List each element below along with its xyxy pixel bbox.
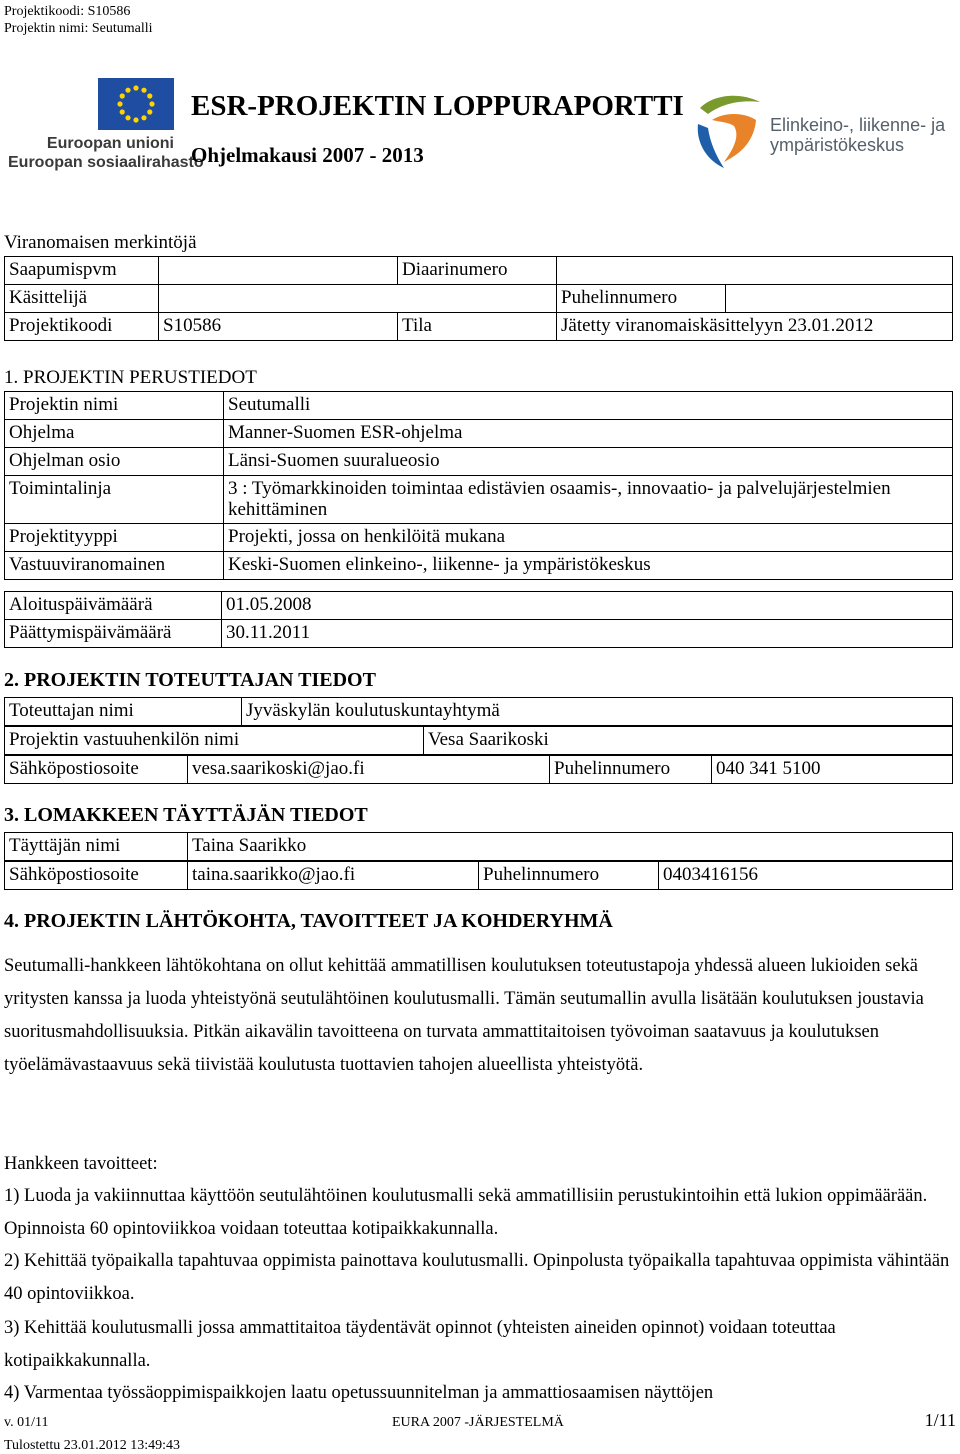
s2-phone-label: Puhelinnumero <box>550 756 712 784</box>
toteuttaja-label: Toteuttajan nimi <box>5 698 242 726</box>
eu-logo-text <box>8 134 204 172</box>
eu-logo-line2: Euroopan sosiaalirahasto <box>8 154 204 171</box>
ely-logo-text <box>770 115 945 155</box>
goal-item: 3) Kehittää koulutusmalli jossa ammattitaitoa täydentävät opinnot (yhteisten aineiden opinnot) voidaan toteuttaa kotipaikkakunnalla. <box>4 1318 836 1371</box>
eu-flag-icon <box>98 78 174 130</box>
s1-label: Vastuuviranomainen <box>5 552 224 580</box>
table-row <box>5 313 953 341</box>
section4-paragraph: Seutumalli-hankkeen lähtökohtana on ollut kehittää ammatillisen koulutuksen toteutustapoja yhdessä alueen lukioiden sekä yritysten kanssa ja luoda yhteistyönä seutulähtöinen koulutusmalli. Tämän seutumallin avulla lisätään koulutuksen joustavia suoritusmahdollisuuksia. Pitkän aikavälin tavoitteena on turvata ammattitaitoisen työvoiman saatavuus ja koulutuksen työelämävastaavuus sekä tiivistää koulutusta tuottavien tahojen alueellista yhteistyötä. <box>4 956 924 1075</box>
projektikoodi-value: S10586 <box>159 313 398 341</box>
s3-phone-label: Puhelinnumero <box>479 862 659 890</box>
ely-logo-line1: Elinkeino-, liikenne- ja <box>770 115 946 135</box>
s1-value: Keski-Suomen elinkeino-, liikenne- ja ympäristökeskus <box>224 552 953 580</box>
kasittelija-value <box>159 285 557 313</box>
saapumispvm-label: Saapumispvm <box>5 257 159 285</box>
puhelinnumero-cell <box>557 285 953 313</box>
authority-heading: Viranomaisen merkintöjä <box>4 232 197 253</box>
s3-phone-value: 0403416156 <box>659 862 953 890</box>
goal-item: 2) Kehittää työpaikalla tapahtuvaa oppimista painottava koulutusmalli. Opinpolusta työpaikalla tapahtuvaa oppimista vähintään 40 opintoviikkoa. <box>4 1251 950 1304</box>
table-row <box>5 833 953 861</box>
s2-email-value: vesa.saarikoski@jao.fi <box>188 756 550 784</box>
s2-phone-value: 040 341 5100 <box>712 756 953 784</box>
start-date-label: Aloituspäivämäärä <box>5 592 222 620</box>
end-date-label: Päättymispäivämäärä <box>5 620 222 648</box>
s3-name-value: Taina Saarikko <box>188 833 953 861</box>
diaarinumero-label: Diaarinumero <box>398 257 557 285</box>
section1-table <box>4 391 953 580</box>
s1-value: Länsi-Suomen suuralueosio <box>224 448 953 476</box>
kasittelija-label: Käsittelijä <box>5 285 159 313</box>
section2-row3 <box>4 755 953 784</box>
table-row <box>5 392 953 420</box>
start-date-value: 01.05.2008 <box>222 592 953 620</box>
section3-row1 <box>4 832 953 861</box>
toteuttaja-value: Jyväskylän koulutuskuntayhtymä <box>242 698 953 726</box>
projektikoodi-label: Projektikoodi <box>5 313 159 341</box>
table-row <box>5 620 953 648</box>
s1-label: Projektin nimi <box>5 392 224 420</box>
s3-email-label: Sähköpostiosoite <box>5 862 188 890</box>
section2-row2 <box>4 726 953 755</box>
goal-item: 1) Luoda ja vakiinnuttaa käyttöön seutulähtöinen koulutusmalli sekä ammatillisiin perustukintoihin että lukion oppimäärään. Opinnoista 60 opintoviikkoa voidaan toteuttaa kotipaikkakunnalla. <box>4 1186 928 1239</box>
footer-printed: Tulostettu 23.01.2012 13:49:43 <box>4 1438 181 1453</box>
table-row <box>5 727 953 755</box>
vastuuhenkilo-value: Vesa Saarikoski <box>424 727 953 755</box>
s2-email-label: Sähköpostiosoite <box>5 756 188 784</box>
header-project-code: Projektikoodi: S10586 <box>4 4 131 19</box>
section1-dates-table <box>4 591 953 648</box>
report-title: ESR-PROJEKTIN LOPPURAPORTTI <box>191 90 684 122</box>
puhelinnumero-label: Puhelinnumero <box>561 287 678 308</box>
table-row <box>5 524 953 552</box>
eu-logo-line1: Euroopan unioni <box>46 135 174 152</box>
s1-value: Seutumalli <box>224 392 953 420</box>
table-row <box>5 698 953 726</box>
s1-label: Ohjelma <box>5 420 224 448</box>
tila-value: Jätetty viranomaiskäsittelyyn 23.01.2012 <box>557 313 953 341</box>
section2-heading: 2. PROJEKTIN TOTEUTTAJAN TIEDOT <box>4 669 376 691</box>
table-row <box>5 420 953 448</box>
s1-label: Projektityyppi <box>5 524 224 552</box>
s1-value: Manner-Suomen ESR-ohjelma <box>224 420 953 448</box>
authority-table <box>4 256 953 341</box>
section3-heading: 3. LOMAKKEEN TÄYTTÄJÄN TIEDOT <box>4 804 368 826</box>
header-project-name: Projektin nimi: Seutumalli <box>4 21 153 36</box>
s3-name-label: Täyttäjän nimi <box>5 833 188 861</box>
puhelinnumero-value <box>725 285 952 312</box>
report-subtitle: Ohjelmakausi 2007 - 2013 <box>191 143 424 167</box>
table-row <box>5 257 953 285</box>
footer-system: EURA 2007 -JÄRJESTELMÄ <box>392 1415 564 1430</box>
section4-heading: 4. PROJEKTIN LÄHTÖKOHTA, TAVOITTEET JA KOHDERYHMÄ <box>4 910 613 932</box>
table-row <box>5 448 953 476</box>
footer-page-number: 1/11 <box>924 1410 956 1430</box>
goals-heading: Hankkeen tavoitteet: <box>4 1154 158 1174</box>
section1-heading: 1. PROJEKTIN PERUSTIEDOT <box>4 367 257 388</box>
s1-value: 3 : Työmarkkinoiden toimintaa edistävien osaamis-, innovaatio- ja palvelujärjestelmien kehittäminen <box>224 476 953 524</box>
footer-version: v. 01/11 <box>4 1415 49 1430</box>
s1-label: Ohjelman osio <box>5 448 224 476</box>
table-row <box>5 862 953 890</box>
ely-emblem-icon <box>694 90 766 172</box>
table-row <box>5 592 953 620</box>
saapumispvm-value <box>159 257 398 285</box>
goal-item: 4) Varmentaa työssäoppimispaikkojen laatu opetussuunnitelman ja ammattiosaamisen näyttöjen <box>4 1383 714 1403</box>
s3-email-value: taina.saarikko@jao.fi <box>188 862 479 890</box>
table-row <box>5 552 953 580</box>
table-row <box>5 285 953 313</box>
section2-row1 <box>4 697 953 726</box>
table-row <box>5 476 953 524</box>
ely-logo-line2: ympäristökeskus <box>770 135 905 155</box>
tila-label: Tila <box>398 313 557 341</box>
section3-row2 <box>4 861 953 890</box>
end-date-value: 30.11.2011 <box>222 620 953 648</box>
s1-label: Toimintalinja <box>5 476 224 524</box>
table-row <box>5 756 953 784</box>
vastuuhenkilo-label: Projektin vastuuhenkilön nimi <box>5 727 424 755</box>
s1-value: Projekti, jossa on henkilöitä mukana <box>224 524 953 552</box>
diaarinumero-value <box>557 257 953 285</box>
